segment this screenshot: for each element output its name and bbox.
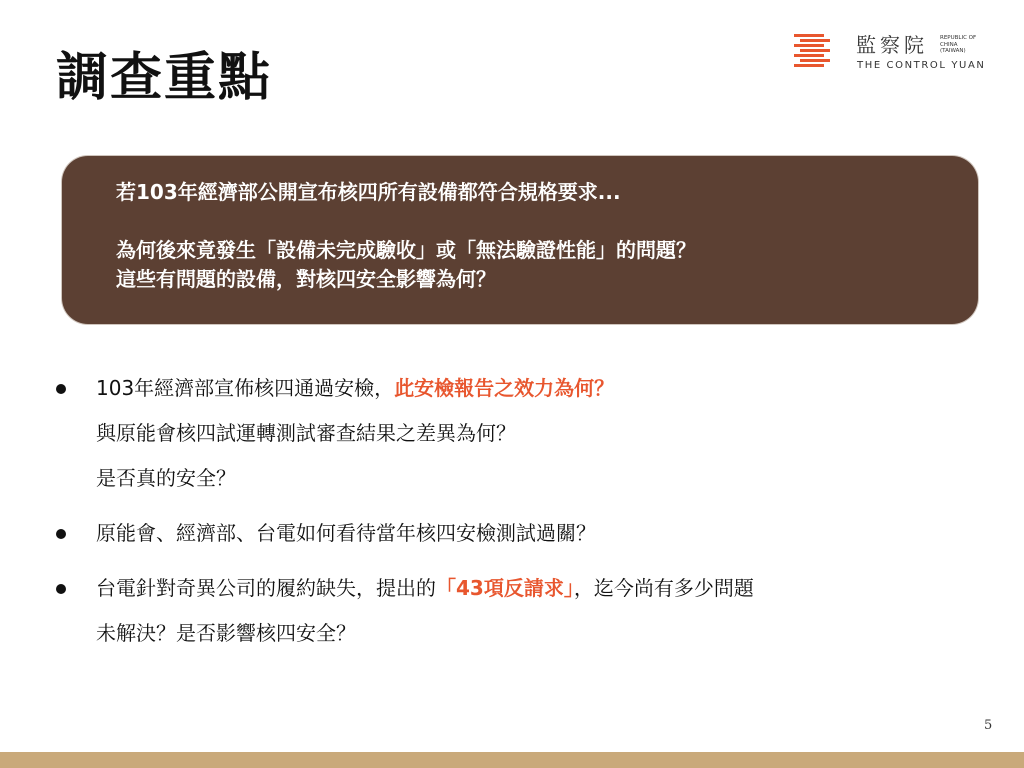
logo-chinese-name: 監察院 <box>856 33 928 57</box>
page-number: 5 <box>984 718 993 733</box>
callout-line: 為何後來竟發生「設備未完成驗收」或「無法驗證性能」的問題？ <box>116 238 696 262</box>
logo-country-line: (TAIWAN) <box>940 48 966 54</box>
callout-line: 這些有問題的設備，對核四安全影響為何？ <box>116 267 496 291</box>
logo-country-line: REPUBLIC OF <box>940 35 977 41</box>
bullet-item <box>56 511 956 556</box>
logo-country-text <box>940 35 990 55</box>
callout-line: 若103年經濟部公開宣布核四所有設備都符合規格要求... <box>116 180 621 204</box>
bullet-line <box>96 366 956 411</box>
bullet-dot-icon <box>56 584 66 594</box>
bullet-line: 原能會、經濟部、台電如何看待當年核四安檢測試過關？ <box>96 521 596 545</box>
bullet-line <box>96 566 956 611</box>
bullet-item <box>56 366 956 501</box>
question-callout-box <box>62 156 978 324</box>
bullet-highlight-text: 此安檢報告之效力為何？ <box>394 376 615 400</box>
bullet-highlight-text: 「43項反請求」 <box>436 576 574 600</box>
bullet-text: ，迄今尚有多少問題 <box>573 576 754 600</box>
callout-spacer <box>116 207 928 236</box>
bullet-text: 台電針對奇異公司的履約缺失，提出的 <box>96 576 436 600</box>
bullet-list <box>56 366 956 666</box>
control-yuan-emblem-icon <box>794 33 830 69</box>
bullet-dot-icon <box>56 384 66 394</box>
bullet-line: 是否真的安全？ <box>96 466 236 490</box>
slide-title: 調查重點 <box>56 48 273 108</box>
bullet-text: 103年經濟部宣佈核四通過安檢， <box>96 376 395 400</box>
bullet-item <box>56 566 956 656</box>
bullet-line: 未解決？是否影響核四安全？ <box>96 621 356 645</box>
control-yuan-logo <box>794 33 994 75</box>
footer-bar <box>0 752 1024 768</box>
logo-english-name: THE CONTROL YUAN <box>857 60 986 71</box>
bullet-dot-icon <box>56 529 66 539</box>
logo-country-line: CHINA <box>940 41 958 48</box>
bullet-line: 與原能會核四試運轉測試審查結果之差異為何？ <box>96 421 516 445</box>
